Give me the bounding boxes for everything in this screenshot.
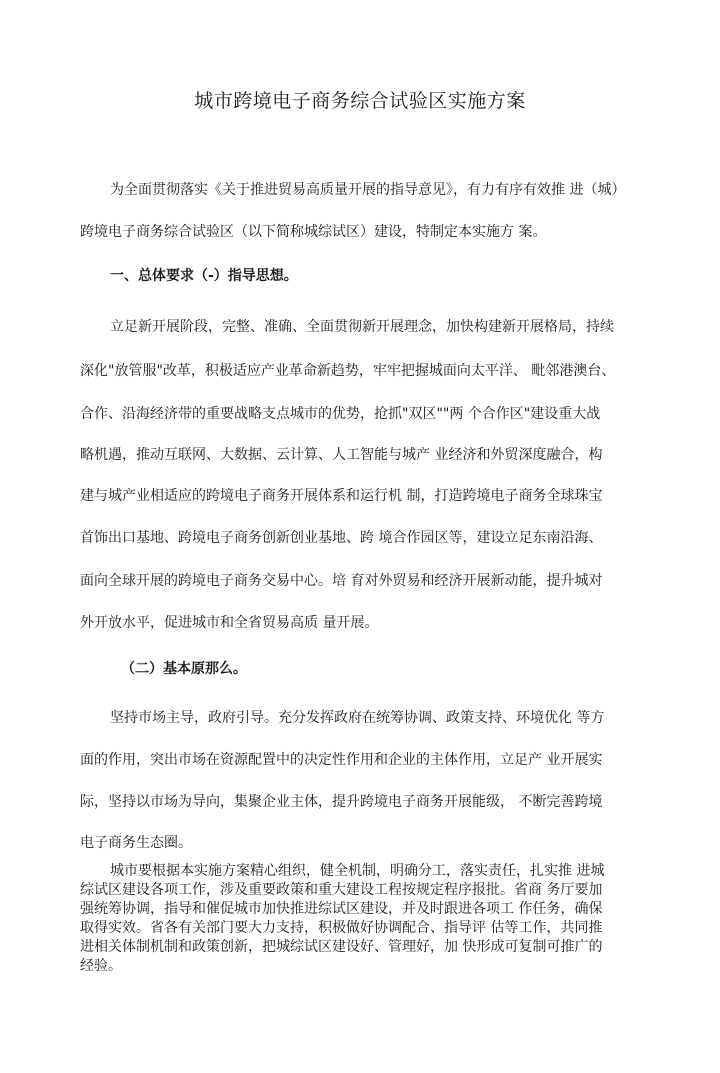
section2-line: 面的作用，突出市场在资源配置中的决定性作用和企业的主体作用，立足产 业开展实 bbox=[80, 752, 603, 768]
section1-heading: 一、总体要求（-）指导思想。 bbox=[110, 268, 298, 284]
section1-line: 略机遇，推动互联网、大数据、云计算、人工智能与城产 业经济和外贸深度融合，构 bbox=[80, 447, 603, 463]
section1-line: 外开放水平，促进城市和全省贸易高质 量开展。 bbox=[80, 615, 379, 631]
section1-line: 深化"放管服"改革，积极适应产业革命新趋势，牢牢把握城面向太平洋、 毗邻港澳台、 bbox=[80, 363, 616, 379]
section1-line: 面向全球开展的跨境电子商务交易中心。培 育对外贸易和经济开展新动能，提升城对 bbox=[80, 573, 603, 589]
section2-line: 际，坚持以市场为导向，集聚企业主体，提升跨境电子商务开展能级， 不断完善跨境 bbox=[80, 794, 603, 810]
document-title: 城市跨境电子商务综合试验区实施方案 bbox=[194, 90, 526, 112]
closing-line: 取得实效。省各有关部门要大力支持，积极做好协调配合、指导评 估等工作，共同推 bbox=[80, 920, 603, 936]
section1-line: 合作、沿海经济带的重要战略支点城市的优势，抢抓"双区""两 个合作区"建设重大战 bbox=[80, 406, 601, 422]
closing-line: 城市要根据本实施方案精心组织，健全机制，明确分工，落实责任，扎实推 进城 bbox=[110, 863, 605, 879]
section2-line: 坚持市场主导，政府引导。充分发挥政府在统筹协调、政策支持、环境优化 等方 bbox=[110, 710, 605, 726]
section1-line: 建与城产业相适应的跨境电子商务开展体系和运行机 制，打造跨境电子商务全球珠宝 bbox=[80, 488, 603, 504]
section2-line: 电子商务生态圈。 bbox=[80, 835, 192, 851]
section1-line: 首饰出口基地、跨境电子商务创新创业基地、跨 境合作园区等，建设立足东南沿海、 bbox=[80, 530, 603, 546]
closing-line: 进相关体制机制和政策创新，把城综试区建设好、管理好，加 快形成可复制可推广的 bbox=[80, 939, 603, 955]
closing-line: 综试区建设各项工作，涉及重要政策和重大建设工程按规定程序报批。省商 务厅要加 bbox=[80, 882, 603, 898]
closing-line: 强统筹协调，指导和催促城市加快推进综试区建设，并及时跟进各项工 作任务，确保 bbox=[80, 901, 603, 917]
intro-line: 跨境电子商务综合试验区（以下简称城综试区）建设，特制定本实施方 案。 bbox=[80, 224, 547, 240]
section1-line: 立足新开展阶段，完整、准确、全面贯彻新开展理念，加快构建新开展格局，持续 bbox=[110, 319, 614, 335]
intro-line: 为全面贯彻落实《关于推进贸易高质量开展的指导意见》，有力有序有效推 进（城） bbox=[110, 182, 626, 198]
section2-heading: （二）基本原那么。 bbox=[121, 661, 247, 677]
closing-line: 经验。 bbox=[80, 958, 122, 974]
